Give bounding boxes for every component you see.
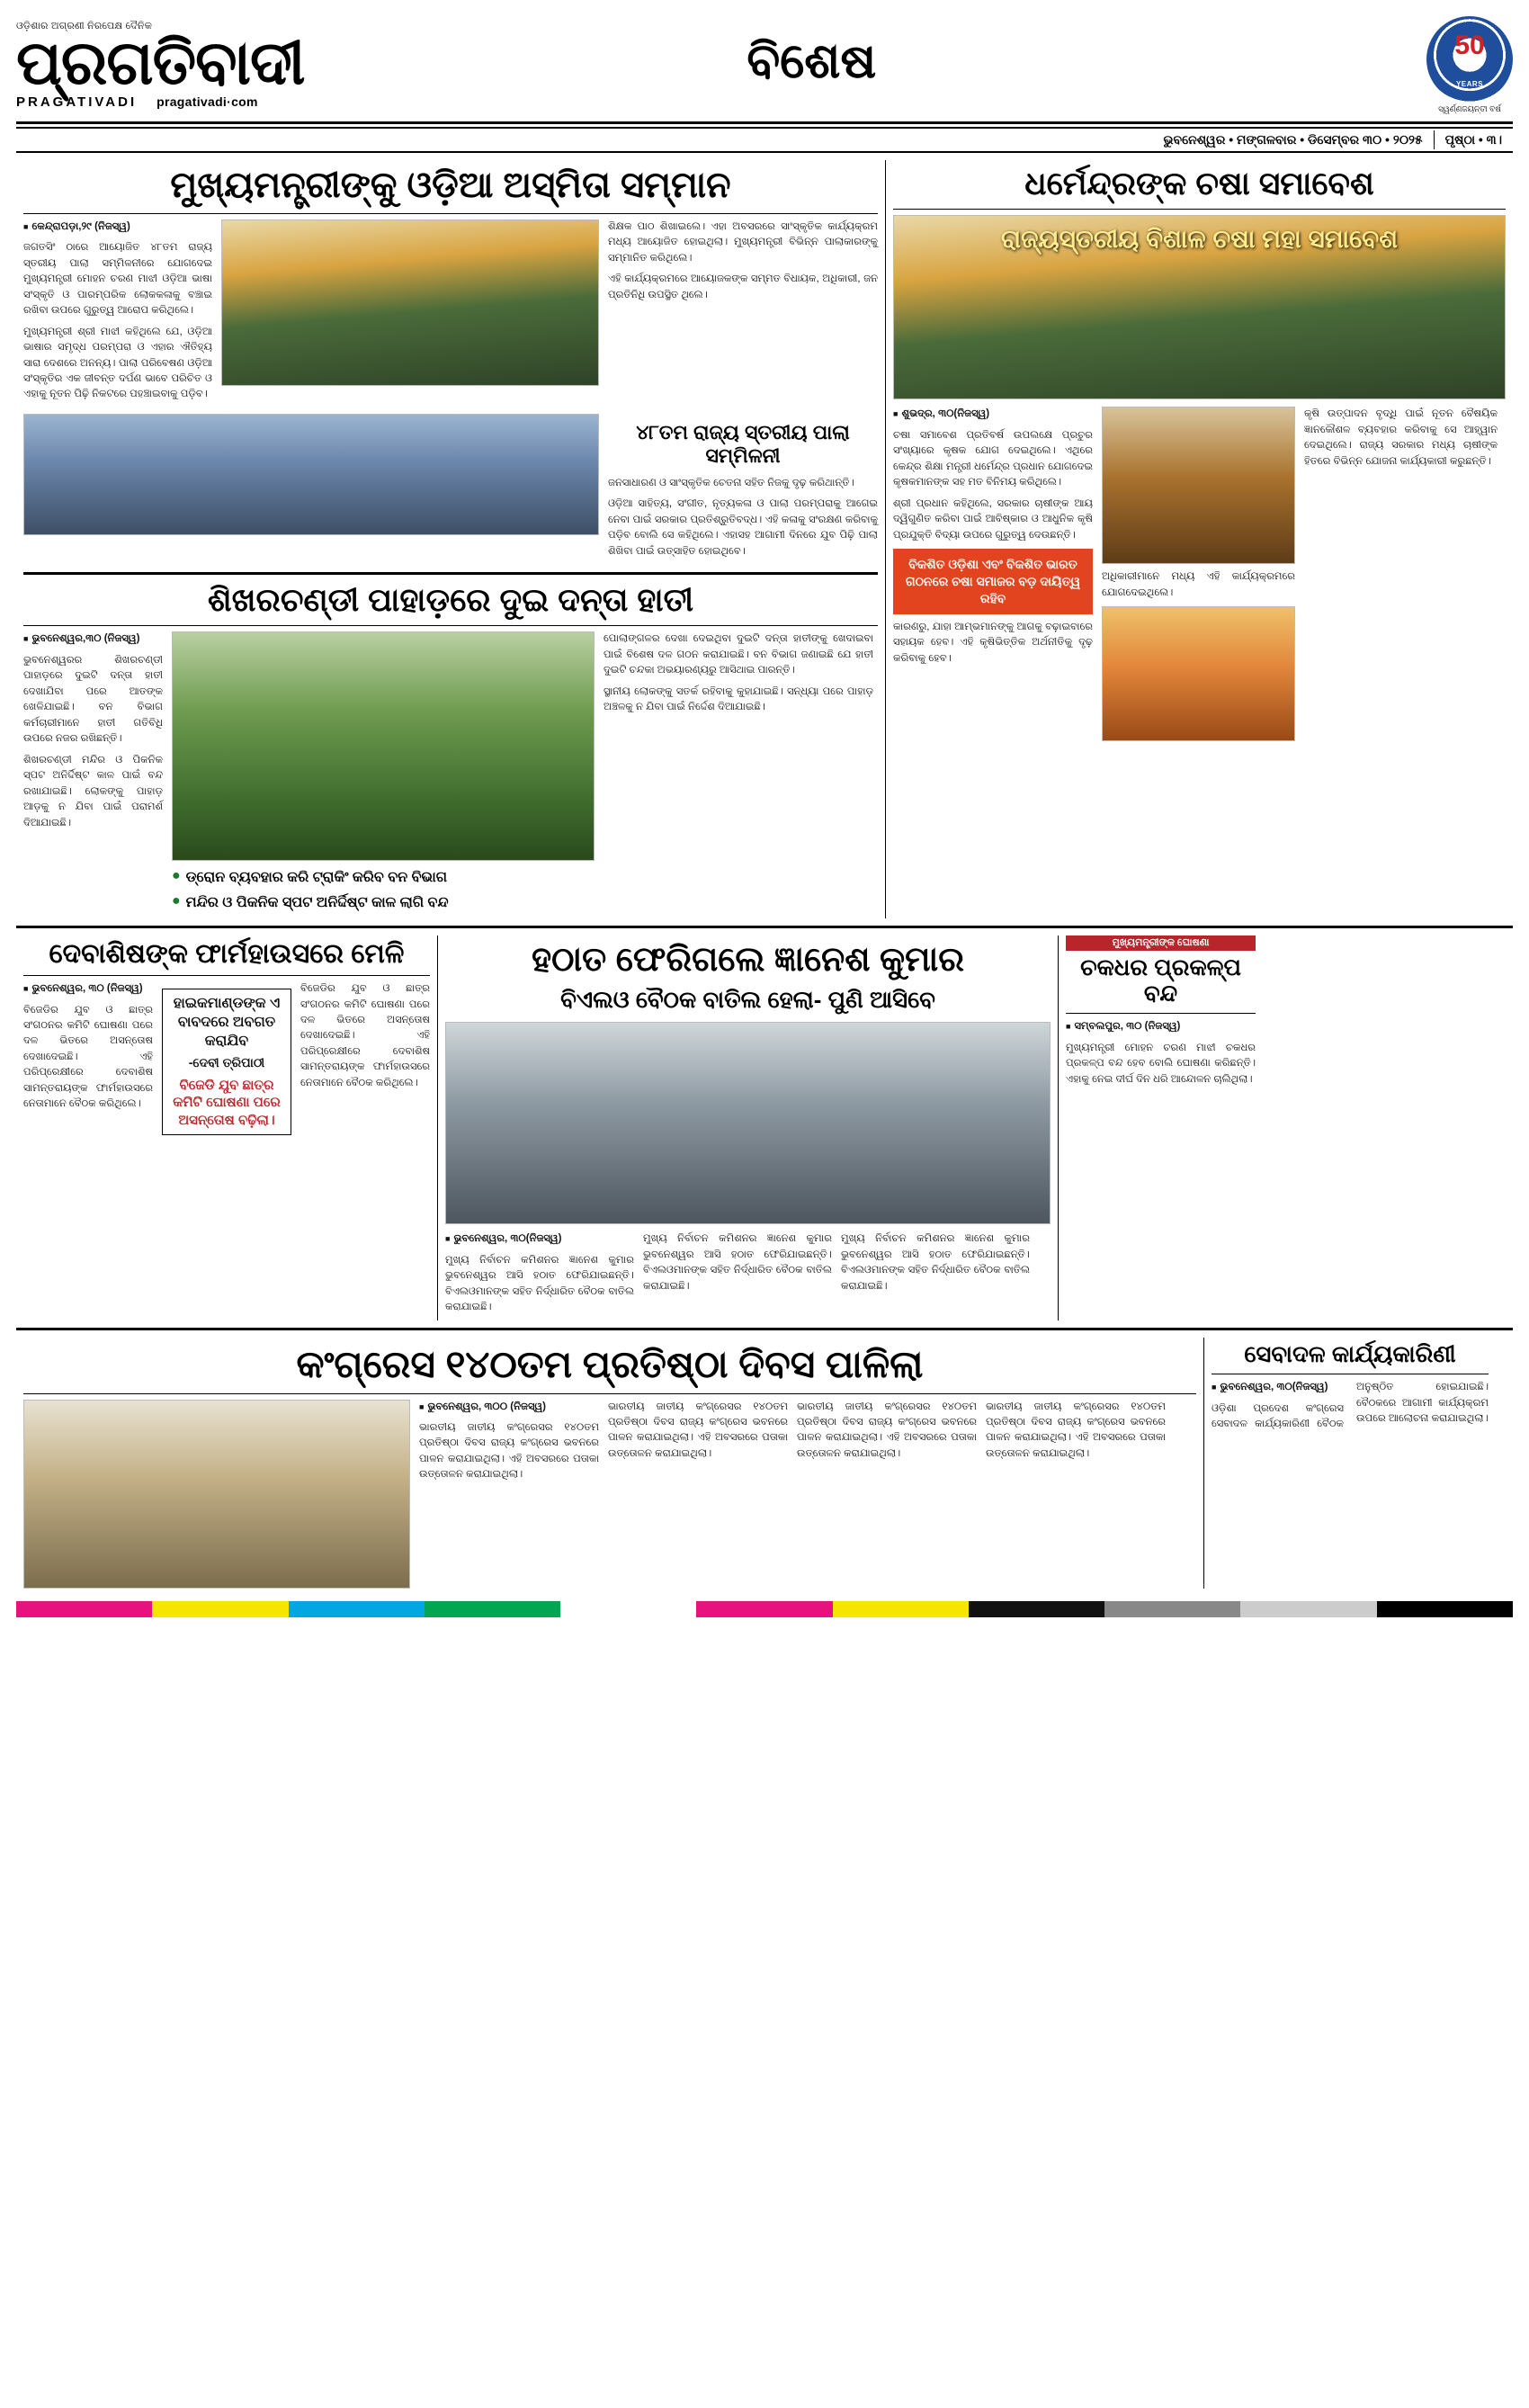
story1-para-2: ମୁଖ୍ୟମନ୍ତ୍ରୀ ଶ୍ରୀ ମାଝୀ କହିଥିଲେ ଯେ, ଓଡ଼ିଆ ଭାଷାର ସମୃଦ୍ଧ ପରମ୍ପରା ଓ ଏହାର ଐତିହ୍ୟ ସାରା ଦେଶରେ ଅନନ୍ୟ। ପାଲା ପରିବେଷଣ ଓଡ଼ିଆ ସଂସ୍କୃତିର ଏକ ଜୀବନ୍ତ ଦର୍ପଣ ଭାବେ ପରିଚିତ ଓ ଏହାକୁ ନୂତନ ପିଢ଼ି ନିକଟରେ ପହଞ୍ଚାଇବାକୁ ପଡ଼ିବ। [23,326,212,400]
story2-dateline: ଶୁଭଦ୍ର, ୩୦(ନିଜସ୍ୱ) [901,408,990,420]
story4-quote-text: ହାଇକମାଣ୍ଡଙ୍କ ଏ ବାବଦରେ ଅବଗତ କରାଯିବ [173,996,281,1049]
story7-row [23,1400,1196,1589]
story8-para-1: ଓଡ଼ିଶା ପ୍ରଦେଶ କଂଗ୍ରେସ ସେବାଦଳ କାର୍ଯ୍ୟକାରିଣୀ ବୈଠକ ଅନୁଷ୍ଠିତ ହୋଇଯାଇଛି। ବୈଠକରେ ଆଗାମୀ କାର୍ଯ୍ୟକ୍ରମ ଉପରେ ଆଲୋଚନା କରାଯାଇଥିଲା। [1212,1382,1489,1430]
divider [23,213,878,214]
story3-bullet-1-text: ଡ୍ରୋନ ବ୍ୟବହାର କରି ଟ୍ରାକିଂ କରିବ ବନ ବିଭାଗ [185,870,448,886]
story7-headline: କଂଗ୍ରେସ ୧୪୦ତମ ପ୍ରତିଷ୍ଠା ଦିବସ ପାଳିଲା [296,1343,924,1386]
story7-col1 [419,1400,599,1589]
story2-col2-text [1102,569,1295,601]
story3-para-2: ଶିଖରଚଣ୍ଡୀ ମନ୍ଦିର ଓ ପିକନିକ ସ୍ପଟ ଅନିର୍ଦ୍ଦିଷ୍ଟ କାଳ ପାଇଁ ବନ୍ଦ ରଖାଯାଇଛି। ଲୋକଙ୍କୁ ପାହାଡ଼ ଆଡ଼କୁ ନ ଯିବା ପାଇଁ ପରାମର୍ଶ ଦିଆଯାଇଛି। [23,754,163,828]
story6-block [1058,935,1263,1321]
story1-photo-wrap [221,219,599,408]
story7-para-1: ଭାରତୀୟ ଜାତୀୟ କଂଗ୍ରେସର ୧୪୦ତମ ପ୍ରତିଷ୍ଠା ଦିବସ ରାଜ୍ୟ କଂଗ୍ରେସ ଭବନରେ ପାଳନ କରାଯାଇଥିଲା। ଏହି ଅବସରରେ ପତାକା ଉତ୍ତୋଳନ କରାଯାଇଥିଲା। [419,1421,599,1481]
story3-col3 [604,631,873,918]
story7-col4 [986,1400,1166,1589]
story6-para-1: ମୁଖ୍ୟମନ୍ତ୍ରୀ ମୋହନ ଚରଣ ମାଝୀ ଚକଧର ପ୍ରକଳ୍ପ ବନ୍ଦ ହେବ ବୋଲି ଘୋଷଣା କରିଛନ୍ତି। ଏହାକୁ ନେଇ ଦୀର୍ଘ ଦିନ ଧରି ଆନ୍ଦୋଳନ ଚାଲିଥିଲା। [1066,1042,1256,1085]
story8-dateline: ଭୁବନେଶ୍ୱର, ୩୦(ନିଜସ୍ୱ) [1220,1382,1328,1393]
story3-bullet-2 [172,893,595,913]
story5-para-3: ମୁଖ୍ୟ ନିର୍ବାଚନ କମିଶନର ଜ୍ଞାନେଶ କୁମାର ଭୁବନେଶ୍ୱର ଆସି ହଠାତ ଫେରିଯାଇଛନ୍ତି। ବିଏଲଓମାନଙ୍କ ସହିତ ନିର୍ଦ୍ଧାରିତ ବୈଠକ ବାତିଲ କରାଯାଇଛି। [841,1233,1030,1292]
divider-2 [23,572,878,575]
story5-subdeck: ବିଏଲଓ ବୈଠକ ବାତିଲ ହେଲା- ପୁଣି ଆସିବେ [560,986,935,1014]
bottom-section [16,1338,1513,1588]
masthead-anniversary-logo [1426,16,1513,114]
top-section [16,160,1513,918]
divider-6 [23,975,430,976]
story7-para-4: ଭାରତୀୟ ଜାତୀୟ କଂଗ୍ରେସର ୧୪୦ତମ ପ୍ରତିଷ୍ଠା ଦିବସ ରାଜ୍ୟ କଂଗ୍ରେସ ଭବନରେ ପାଳନ କରାଯାଇଥିଲା। ଏହି ଅବସରରେ ପତାକା ଉତ୍ତୋଳନ କରାଯାଇଥିଲା। [986,1401,1166,1459]
dateline-bar [16,127,1513,153]
story8-headline: ସେବାଦଳ କାର୍ଯ୍ୟକାରିଣୀ [1244,1340,1456,1368]
story1-dateline: କେନ୍ଦ୍ରାପଡ଼ା,୨୯ (ନିଜସ୍ୱ) [31,220,130,232]
color-registration-bar [16,1601,1513,1617]
story3-headline: ଶିଖରଚଣ୍ଡୀ ପାହାଡ଼ରେ ଦୁଇ ଦନ୍ତା ହାତୀ [207,581,694,619]
story2-photo-felicitation [1102,606,1295,741]
story4-quote-attrib: -ଦେବୀ ତ୍ରିପାଠୀ [188,1055,265,1070]
story7-photo-wrap [23,1400,410,1589]
divider-4 [893,209,1506,210]
masthead-roman-title: PRAGATIVADI [16,94,138,110]
story7-para-2: ଭାରତୀୟ ଜାତୀୟ କଂଗ୍ରେସର ୧୪୦ତମ ପ୍ରତିଷ୍ଠା ଦିବସ ରାଜ୍ୟ କଂଗ୍ରେସ ଭବନରେ ପାଳନ କରାଯାଇଥିଲା। ଏହି ଅବସରରେ ପତାକା ଉତ୍ତୋଳନ କରାଯାଇଥିଲା। [608,1401,788,1459]
story5-block [437,935,1058,1321]
logo-years-label: YEARS [1455,80,1484,88]
story5-col2 [643,1231,832,1320]
story3-col1 [23,631,163,918]
story2-col4-para-1: କୃଷି ଉତ୍ପାଦନ ବୃଦ୍ଧି ପାଇଁ ନୂତନ ବୈଷୟିକ ଜ୍ଞାନକୌଶଳ ବ୍ୟବହାର କରିବାକୁ ସେ ଆହ୍ୱାନ ଦେଇଥିଲେ। ରାଜ୍ୟ ସରକାର ମଧ୍ୟ ଚାଷୀଙ୍କ ହିତରେ ବିଭିନ୍ନ ଯୋଜନା କାର୍ଯ୍ୟକାରୀ କରୁଛନ୍ତି। [1304,408,1498,467]
masthead-section-word: ବିଶେଷ [747,34,877,88]
story3-col-para-2: ସ୍ଥାନୀୟ ଲୋକଙ୍କୁ ସତର୍କ ରହିବାକୁ କୁହାଯାଇଛି। ସନ୍ଧ୍ୟା ପରେ ପାହାଡ଼ ଅଞ୍ଚଳକୁ ନ ଯିବା ପାଇଁ ନିର୍ଦ୍ଦେଶ ଦିଆଯାଇଛି। [604,685,873,713]
story2-col2 [1102,407,1295,741]
story1-after-1: ଜନସାଧାରଣ ଓ ସାଂସ୍କୃତିକ ଚେତନା ସହିତ ନିଜକୁ ଦୃଢ଼ କରିଥାନ୍ତି। [608,477,854,488]
story5-photo-meeting [445,1022,1051,1224]
logo-fifty-label: 50 [1454,31,1485,60]
story2-para-2: ଶ୍ରୀ ପ୍ରଧାନ କହିଥିଲେ, ସରକାର ଚାଷୀଙ୍କ ଆୟ ଦ୍ୱିଗୁଣିତ କରିବା ପାଇଁ ଆବିଷ୍କାର ଓ ଆଧୁନିକ କୃଷି ପ୍ରଯୁକ୍ତି ବିଦ୍ୟା ଉପରେ ଗୁରୁତ୍ୱ ଦେଉଛନ୍ତି। [893,497,1093,541]
story1-after-2: ଓଡ଼ିଆ ସାହିତ୍ୟ, ସଂଗୀତ, ନୃତ୍ୟକଳା ଓ ପାଲା ପରମ୍ପରାକୁ ଆଗେଇ ନେବା ପାଇଁ ସରକାର ପ୍ରତିଶ୍ରୁତିବଦ୍ଧ। ଏହି କଳାକୁ ସଂରକ୍ଷଣ କରିବାକୁ ପଡ଼ିବ ବୋଲି ସେ କହିଥିଲେ। ଏହାସହ ଆଗାମୀ ଦିନରେ ଯୁବ ପିଢ଼ି ପାଲା ଶିଖିବା ପାଇଁ ଉତ୍ସାହିତ ହୋଇଥିବେ। [608,498,878,557]
story2-photo-portrait [1102,407,1295,564]
story4-col2 [162,981,291,1142]
masthead-left [16,21,305,110]
story5-para-2: ମୁଖ୍ୟ ନିର୍ବାଚନ କମିଶନର ଜ୍ଞାନେଶ କୁମାର ଭୁବନେଶ୍ୱର ଆସି ହଠାତ ଫେରିଯାଇଛନ୍ତି। ବିଏଲଓମାନଙ୍କ ସହିତ ନିର୍ଦ୍ଧାରିତ ବୈଠକ ବାତିଲ କରାଯାଇଛି। [643,1233,832,1292]
masthead-website[interactable]: pragativadi·com [156,94,258,109]
story1-col4 [608,476,878,559]
story3-body-row [23,631,878,918]
story7-block [16,1338,1203,1588]
story4-col3 [300,981,430,1142]
right-half [885,160,1513,918]
story2-photo-banner [893,215,1506,399]
story7-col3 [797,1400,977,1589]
story2-headline: ଧର୍ମେନ୍ଦ୍ରଙ୍କ ଚଷା ସମାବେଶ [1024,165,1374,201]
story8-block [1203,1338,1496,1588]
story2-col3-para-2: ଅଧିକାରୀମାନେ ମଧ୍ୟ ଏହି କାର୍ଯ୍ୟକ୍ରମରେ ଯୋଗଦେଇଥିଲେ। [1102,571,1295,598]
story1-col2-para-2: ଏହି କାର୍ଯ୍ୟକ୍ରମରେ ଆୟୋଜକଙ୍କ ସମ୍ମତ ବିଧାୟକ, ଅଧିକାରୀ, ଜନ ପ୍ରତିନିଧି ଉପସ୍ଥିତ ଥିଲେ। [608,273,878,300]
story6-dateline: ସମ୍ବଲପୁର, ୩୦ (ନିଜସ୍ୱ) [1074,1021,1181,1033]
story4-quote-box [162,989,291,1135]
story3-col-para-1: ପୋଲାଙ୍ଗଳର ଦେଖା ଦେଇଥିବା ଦୁଇଟି ଦନ୍ତା ହାତୀଙ୍କୁ ଖେଦାଇବା ପାଇଁ ବିଶେଷ ଦଳ ଗଠନ କରାଯାଇଛି। ବନ ବିଭାଗ ଜଣାଇଛି ଯେ ହାତୀ ଦୁଇଟି ଚନ୍ଦକା ଅଭୟାରଣ୍ୟରୁ ଆସିଥାଇ ପାରନ୍ତି। [604,633,873,676]
left-half [16,160,885,918]
story8-text [1212,1380,1489,1432]
story1-col1 [23,219,212,408]
story4-dateline: ଭୁବନେଶ୍ୱର, ୩୦ (ନିଜସ୍ୱ) [31,983,143,995]
story5-col3 [841,1231,1030,1320]
story1-lower-row [23,414,878,565]
story3-photo-hill [172,631,595,861]
story1-col2-para-1: ଶିକ୍ଷକ ପାଠ ଶିଖାଇଲେ। ଏହା ଅବସରରେ ସାଂସ୍କୃତିକ କାର୍ଯ୍ୟକ୍ରମ ମଧ୍ୟ ଆୟୋଜିତ ହୋଇଥିଲା। ମୁଖ୍ୟମନ୍ତ୍ରୀ ବିଭିନ୍ନ ପାଲାକାରଙ୍କୁ ସମ୍ମାନିତ କରିଥିଲେ। [608,220,878,264]
story2-col1 [893,407,1093,741]
story1-col3 [608,219,878,408]
story1-photo-garland [221,219,599,386]
story5-row [445,1231,1051,1320]
story5-col1 [445,1231,634,1320]
story6-kicker: ମୁଖ୍ୟମନ୍ତ୍ରୀଙ୍କ ଘୋଷଣା [1066,935,1256,951]
story2-banner-text: ରାଜ୍ୟସ୍ତରୀୟ ବିଶାଳ ଚଷା ମହା ସମାବେଶ [1000,225,1399,254]
divider-7 [1066,1013,1256,1014]
story1-photo-performance [23,414,599,535]
masthead-tagline: ଓଡ଼ିଶାର ଅଗ୍ରଣୀ ନିରପେକ୍ଷ ଦୈନିକ [16,21,153,32]
divider-3 [23,625,878,626]
divider-9 [23,1393,1196,1394]
fifty-years-logo-icon [1426,16,1513,103]
masthead-subrow [16,94,305,110]
story3-bullet-list [172,868,595,912]
story2-pullquote-box: ବିକଶିତ ଓଡ଼ିଶା ଏବଂ ବିକଶିତ ଭାରତ ଗଠନରେ ଚଷା ସମାଜର ବଡ଼ ଦାୟିତ୍ୱ ରହିବ [893,549,1093,614]
story2-col3-para-1: କାରଣରୁ, ଯାହା ଆମ୍ଭମାନଙ୍କୁ ଆଗକୁ ବଢ଼ାଇବାରେ ସହାୟକ ହେବ। ଏହି କୃଷିଭିତ୍ତିକ ଅର୍ଥନୀତିକୁ ଦୃଢ଼ କରିବାକୁ ହେବ। [893,621,1093,664]
story1-subhead: ୪୮ତମ ରାଜ୍ୟ ସ୍ତରୀୟ ପାଲା ସମ୍ମିଳନୀ [636,420,850,468]
story3-bullet-1 [172,868,595,888]
masthead [16,13,1513,116]
story7-col2 [608,1400,788,1589]
story2-para-1: ଚଷା ସମାବେଶ ପ୍ରତିବର୍ଷ ଉପଲକ୍ଷେ ପ୍ରଚୁର ସଂଖ୍ୟାରେ କୃଷକ ଯୋଗ ଦେଇଥିଲେ। ଏଥିରେ କେନ୍ଦ୍ର ଶିକ୍ଷା ମନ୍ତ୍ରୀ ଧର୍ମେନ୍ଦ୍ର ପ୍ରଧାନ ଯୋଗଦେଇ କୃଷକମାନଙ୍କ ସହ ମତ ବିନିମୟ କରିଥିଲେ। [893,429,1093,488]
story7-photo-ceremony [23,1400,410,1589]
story3-dateline: ଭୁବନେଶ୍ୱର,୩୦ (ନିଜସ୍ୱ) [31,633,140,645]
story7-dateline: ଭୁବନେଶ୍ୱର, ୩୦୦ (ନିଜସ୍ୱ) [427,1401,546,1412]
story1-photo2-wrap [23,414,599,565]
story4-headline: ଦେବାଶିଷଙ୍କ ଫାର୍ମହାଉସରେ ମେଳି [49,938,405,969]
divider-8 [16,1328,1513,1330]
story5-dateline: ଭୁବନେଶ୍ୱର, ୩୦(ନିଜସ୍ୱ) [453,1233,562,1245]
dateline-place-date: ଭୁବନେଶ୍ୱର • ମଙ୍ଗଳବାର • ଡିସେମ୍ବର ୩୦ • ୨୦୨୫ [1163,132,1423,147]
story5-para-1: ମୁଖ୍ୟ ନିର୍ବାଚନ କମିଶନର ଜ୍ଞାନେଶ କୁମାର ଭୁବନେଶ୍ୱର ଆସି ହଠାତ ଫେରିଯାଇଛନ୍ତି। ବିଏଲଓମାନଙ୍କ ସହିତ ନିର୍ଦ୍ଧାରିତ ବୈଠକ ବାତିଲ କରାଯାଇଛି। [445,1254,634,1312]
story1-para-1: ଜଗତସିଂ ଠାରେ ଆୟୋଜିତ ୪୮ତମ ରାଜ୍ୟ ସ୍ତରୀୟ ପାଲା ସମ୍ମିଳନୀରେ ଯୋଗଦେଇ ମୁଖ୍ୟମନ୍ତ୍ରୀ ମୋହନ ଚରଣ ମାଝୀ ଓଡ଼ିଆ ଭାଷା ସଂସ୍କୃତି ଓ ପାରମ୍ପରିକ ଲୋକକଳାକୁ ବଞ୍ଚାଇ ରଖିବା ଉପରେ ଗୁରୁତ୍ୱ ଆରୋପ କରିଥିଲେ। [23,242,212,317]
logo-caption: ସ୍ୱର୍ଣ୍ଣଜୟନ୍ତୀ ବର୍ଷ [1438,104,1501,113]
story6-text [1066,1019,1256,1088]
story7-para-3: ଭାରତୀୟ ଜାତୀୟ କଂଗ୍ରେସର ୧୪୦ତମ ପ୍ରତିଷ୍ଠା ଦିବସ ରାଜ୍ୟ କଂଗ୍ରେସ ଭବନରେ ପାଳନ କରାଯାଇଥିଲା। ଏହି ଅବସରରେ ପତାକା ଉତ୍ତୋଳନ କରାଯାଇଥିଲା। [797,1401,977,1459]
middle-section [16,935,1513,1321]
story4-para-repeat: ବିଜେଡିର ଯୁବ ଓ ଛାତ୍ର ସଂଗଠନର କମିଟି ଘୋଷଣା ପରେ ଦଳ ଭିତରେ ଅସନ୍ତୋଷ ଦେଖାଦେଇଛି। ଏହି ପରିପ୍ରେକ୍ଷୀରେ ଦେବାଶିଷ ସାମନ୍ତରାୟଙ୍କ ଫାର୍ମହାଉସରେ ନେତାମାନେ ବୈଠକ କରିଥିଲେ। [300,983,430,1088]
divider-5 [16,926,1513,928]
story6-headline: ଚକଧର ପ୍ରକଳ୍ପ ବନ୍ଦ [1080,953,1241,1007]
story2-col3 [1304,407,1498,741]
story4-block [16,935,437,1321]
masthead-title: ପ୍ରଗତିବାଦୀ [16,29,305,98]
story4-para-1: ବିଜେଡିର ଯୁବ ଓ ଛାତ୍ର ସଂଗଠନର କମିଟି ଘୋଷଣା ପରେ ଦଳ ଭିତରେ ଅସନ୍ତୋଷ ଦେଖାଦେଇଛି। ଏହି ପରିପ୍ରେକ୍ଷୀରେ ଦେବାଶିଷ ସାମନ୍ତରାୟଙ୍କ ଫାର୍ମହାଉସରେ ନେତାମାନେ ବୈଠକ କରିଥିଲେ। [23,1004,153,1110]
story3-photo-col [172,631,595,918]
story3-para-1: ଭୁବନେଶ୍ୱରର ଶିଖରଚଣ୍ଡୀ ପାହାଡ଼ରେ ଦୁଇଟି ଦନ୍ତା ହାତୀ ଦେଖାଯିବା ପରେ ଆତଙ୍କ ଖେଳିଯାଇଛି। ବନ ବିଭାଗ କର୍ମଚାରୀମାନେ ହାତୀ ଗତିବିଧି ଉପରେ ନଜର ରଖିଛନ୍ତି। [23,654,163,745]
story4-quote-red: ବିଜେଡି ଯୁବ ଛାତ୍ର କମିଟି ଘୋଷଣା ପରେ ଅସନ୍ତୋଷ ବଢ଼ିଲା। [173,1077,281,1128]
story3-bullet-2-text: ମନ୍ଦିର ଓ ପିକନିକ ସ୍ପଟ ଅନିର୍ଦ୍ଦିଷ୍ଟ କାଳ ଲାଗି ବନ୍ଦ [185,894,449,910]
story1-headline: ମୁଖ୍ୟମନ୍ତ୍ରୀଙ୍କୁ ଓଡ଼ିଆ ଅସ୍ମିତା ସମ୍ମାନ [170,166,731,205]
story1-body-row [23,219,878,408]
story4-col1 [23,981,153,1142]
bullet-dot-icon: ● [172,892,181,909]
bullet-dot-icon: ● [172,868,181,884]
story5-headline: ହଠାତ ଫେରିଗଲେ ଜ୍ଞାନେଶ କୁମାର [531,940,965,979]
masthead-rule [16,121,1513,124]
story4-row [23,981,430,1142]
story1-subsection [608,414,878,565]
story2-body-row [893,407,1506,741]
dateline-page-number: ପୃଷ୍ଠା • ୩। [1434,130,1513,149]
